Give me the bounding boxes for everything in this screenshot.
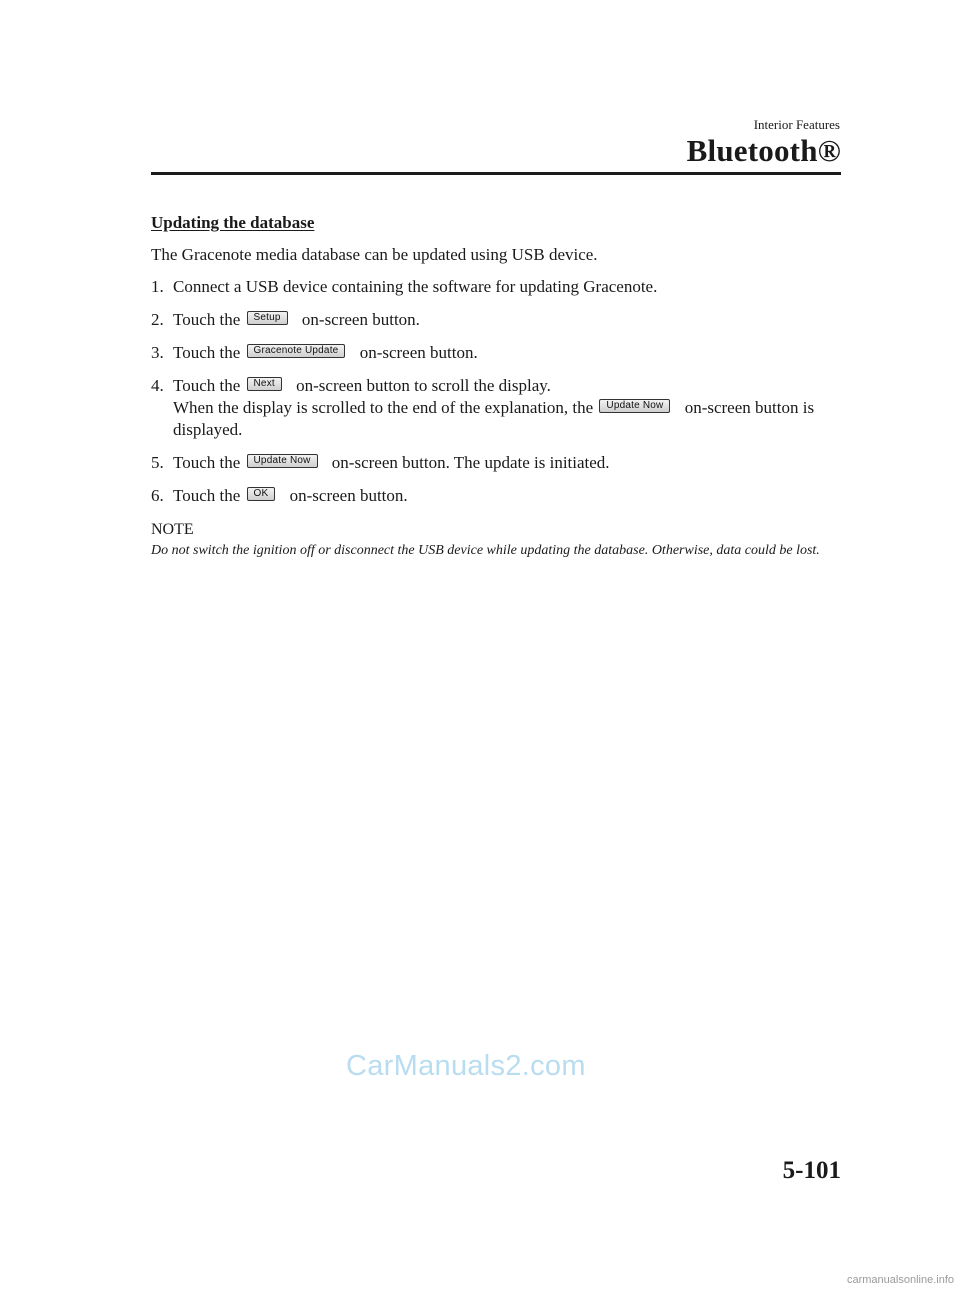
step-item <box>151 309 841 331</box>
step-text: Connect a USB device containing the software for updating Gracenote. <box>173 277 658 296</box>
header-divider <box>151 172 841 175</box>
step-prefix: Touch the <box>173 486 241 505</box>
step-item <box>151 452 841 474</box>
step-number: 5. <box>151 453 164 472</box>
step-list <box>151 276 841 507</box>
step-suffix: on-screen button. <box>301 310 420 329</box>
content-body <box>151 212 841 561</box>
setup-button-image: Setup <box>247 311 288 325</box>
step-prefix: Touch the <box>173 376 241 395</box>
gracenote-update-button-image: Gracenote Update <box>247 344 346 358</box>
section-heading: Updating the database <box>151 213 315 232</box>
step-line2-suffix: on-screen button is displayed. <box>173 398 815 439</box>
step-suffix: on-screen button. <box>359 343 478 362</box>
page-number: 5-101 <box>782 1157 841 1184</box>
step-item <box>151 375 841 441</box>
step-item <box>151 342 841 364</box>
note-text: Do not switch the ignition off or disconnect the USB device while updating the database. Otherwise, data could be lost. <box>151 543 820 558</box>
step-number: 1. <box>151 277 164 296</box>
step-suffix: on-screen button to scroll the display. <box>296 376 551 395</box>
step-prefix: Touch the <box>173 343 241 362</box>
step-number: 3. <box>151 343 164 362</box>
ok-button-image: OK <box>247 487 276 501</box>
watermark-logo: CarManuals2.com <box>346 1050 586 1082</box>
step-number: 6. <box>151 486 164 505</box>
step-prefix: Touch the <box>173 310 241 329</box>
header-title: Bluetooth® <box>686 133 841 168</box>
step-number: 2. <box>151 310 164 329</box>
note-heading: NOTE <box>151 521 194 538</box>
step-item <box>151 485 841 507</box>
step-prefix: Touch the <box>173 453 241 472</box>
step-line2-prefix: When the display is scrolled to the end of the explanation, the <box>173 398 594 417</box>
step-item <box>151 276 841 298</box>
header-section-label: Interior Features <box>753 117 840 132</box>
step-number: 4. <box>151 376 164 395</box>
intro-paragraph: The Gracenote media database can be updated using USB device. <box>151 245 598 264</box>
step-suffix: on-screen button. <box>289 486 408 505</box>
next-button-image: Next <box>247 377 282 391</box>
footer-watermark: carmanualsonline.info <box>846 1274 954 1286</box>
update-now-button-image: Update Now <box>599 399 670 413</box>
step-suffix: on-screen button. The update is initiated. <box>331 453 610 472</box>
update-now-button-image: Update Now <box>247 454 318 468</box>
